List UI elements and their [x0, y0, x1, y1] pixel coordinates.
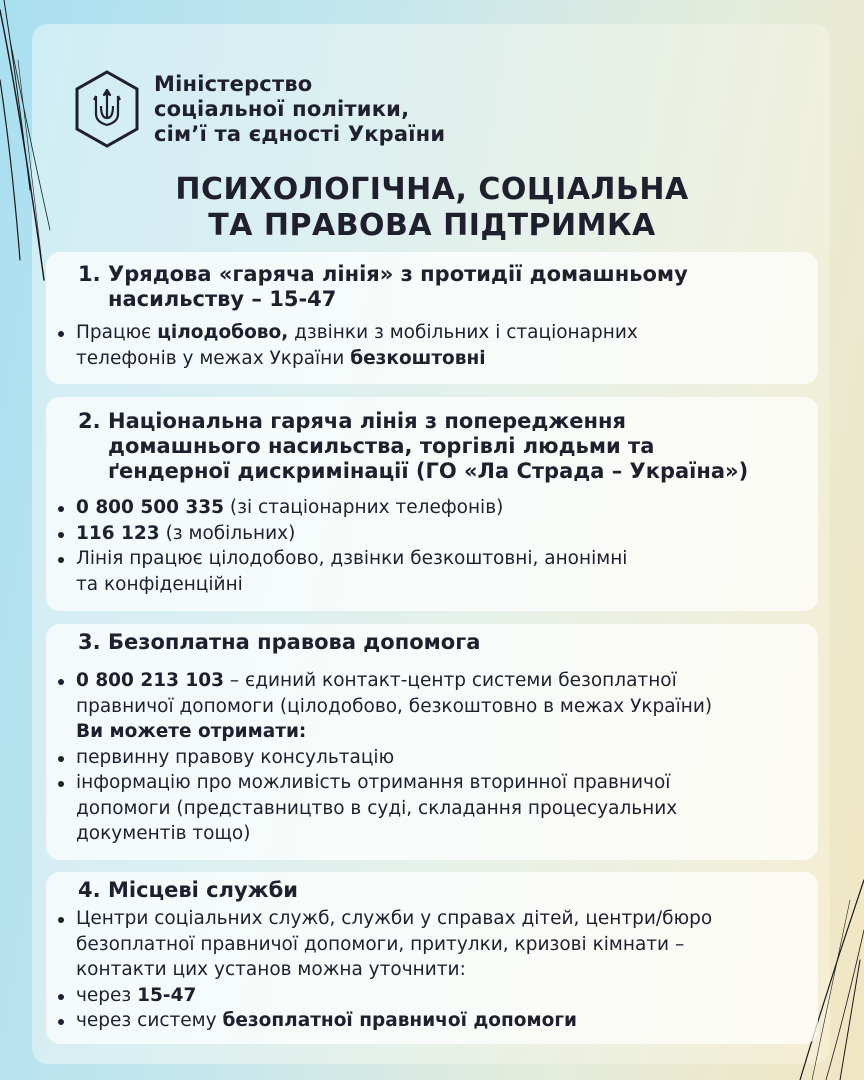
section-list: [56, 668, 712, 847]
section-title-line: Місцеві служби: [108, 878, 298, 902]
list-item: Центри соціальних служб, служби у справах дітей, центри/бюро безоплатної правничої допомоги, притулки, кризові кімнати – контакти цих установ можна уточнити:: [56, 906, 712, 983]
list-item: Лінія працює цілодобово, дзвінки безкоштовні, анонімні та конфіденційні: [56, 546, 627, 597]
section-number: 4.: [78, 878, 101, 902]
ministry-line: сім’ї та єдності України: [154, 121, 446, 146]
section-list: [56, 906, 712, 1034]
list-item: через систему безоплатної правничої допомоги: [56, 1008, 712, 1034]
section-title-line: домашнього насильства, торгівлі людьми та: [108, 434, 655, 458]
page-title: [0, 172, 864, 244]
section-card-1: [46, 252, 818, 384]
trident-emblem-icon: [74, 70, 140, 148]
section-title: [78, 262, 688, 312]
section-number: 2.: [78, 409, 101, 433]
section-card-4: [46, 872, 818, 1044]
list-item: первинну правову консультацію: [56, 745, 712, 771]
section-title-line: Безоплатна правова допомога: [108, 630, 481, 654]
section-title: [78, 630, 480, 655]
section-number: 1.: [78, 262, 101, 286]
ministry-line: Міністерство: [154, 71, 313, 96]
section-number: 3.: [78, 630, 101, 654]
ministry-header: [74, 70, 445, 148]
list-item: 0 800 500 335 (зі стаціонарних телефонів): [56, 495, 627, 521]
section-list: [56, 495, 627, 597]
list-item: через 15-47: [56, 983, 712, 1009]
list-item: 0 800 213 103 – єдиний контакт-центр системи безоплатної правничої допомоги (цілодобово, безкоштовно в межах України): [56, 668, 712, 719]
page-title-line: ПСИХОЛОГІЧНА, СОЦІАЛЬНА: [175, 172, 689, 207]
section-card-3: [46, 624, 818, 860]
section-card-2: [46, 397, 818, 611]
list-item: Працює цілодобово, дзвінки з мобільних і стаціонарних телефонів у межах України безкоштовні: [56, 320, 638, 371]
section-title: [78, 878, 298, 903]
list-subheading: Ви можете отримати:: [76, 721, 307, 742]
ministry-line: соціальної політики,: [154, 96, 410, 121]
section-list: [56, 320, 638, 371]
ministry-name: [154, 72, 445, 147]
list-item: 116 123 (з мобільних): [56, 521, 627, 547]
section-title-line: ґендерної дискримінації (ГО «Ла Страда – Україна»): [108, 459, 749, 483]
section-title-line: Національна гаряча лінія з попередження: [108, 409, 626, 433]
section-title-line: Урядова «гаряча лінія» з протидії домашньому: [108, 262, 688, 286]
section-title: [78, 409, 748, 484]
list-item: інформацію про можливість отримання вторинної правничої допомоги (представництво в суді, складання процесуальних документів тощо): [56, 770, 712, 847]
section-title-line: насильству – 15-47: [108, 287, 337, 311]
page-title-line: ТА ПРАВОВА ПІДТРИМКА: [208, 208, 656, 243]
